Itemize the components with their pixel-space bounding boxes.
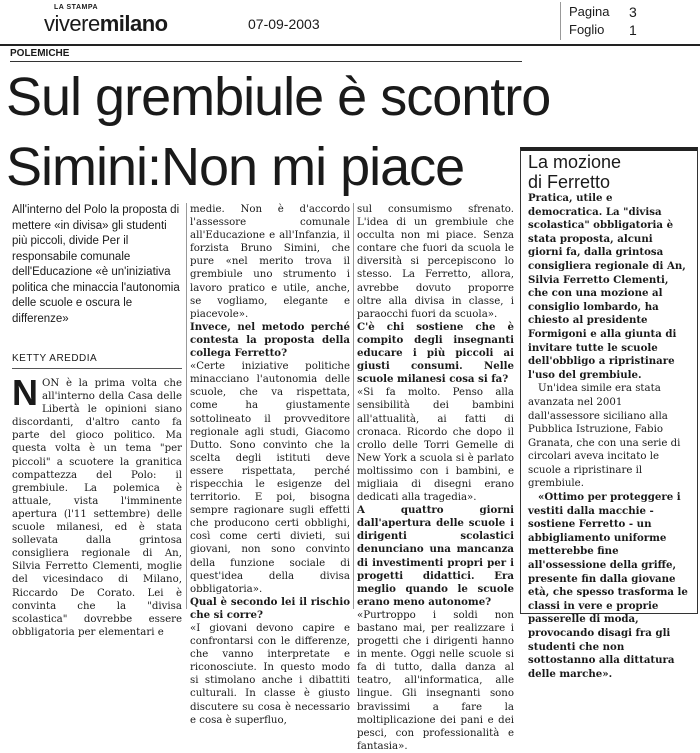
sidebar-title-line-1: La mozione (528, 152, 622, 172)
standfirst: All'interno del Polo la proposta di mettere «in divisa» gli studenti più piccoli, divide Per il responsabile comunale dell'Educazione «è un'iniziativa politica che minaccia l'autonomia delle scuole e oscura le differenze» (12, 204, 180, 325)
article-column-3 (357, 203, 514, 753)
paragraph: «Si fa molto. Penso alla sensibilità dei bambini all'attualità, ai fatti di cronaca. Ricordo che dopo il crollo delle Torri Gemelle di New York a scuola si è parlato moltissimo con i bambini, e migliaia di disegni erano dedicati alla tragedia». (357, 387, 514, 504)
issue-date: 07-09-2003 (248, 16, 320, 32)
sidebar-title-line-2: di Ferretto (528, 172, 611, 192)
sidebar-title (528, 152, 621, 192)
column-divider (353, 203, 354, 609)
paragraph: Un'idea simile era stata avanzata nel 2001 dall'assessore siciliano alla Pubblica Istruzione, Fabio Granata, che con una serie di circolari aveva incitato le scuole a ripristinare il grembiule. (528, 383, 681, 490)
interview-question: Qual è secondo lei il rischio che si corre? (190, 595, 350, 621)
page-row (569, 4, 689, 19)
paragraph: sul consumismo sfrenato. L'idea di un grembiule che occulta non mi piace. Senza contare che fuori da scuola le diversità si percepiscono lo stesso. La Ferretto, allora, avrebbe dovuto proporre oltre alla divisa in classe, i paraocchi fuori da scuola». (357, 204, 514, 320)
kicker-rule (10, 61, 522, 62)
byline-rule (12, 368, 182, 369)
supplement-logo (44, 11, 168, 37)
paragraph: «Ottimo per proteggere i vestiti dalla macchie - sostiene Ferretto - un abbigliamento uniforme metterebbe fine all'ossessione della griffe, presente fin dalla giovane età, che spesso trasforma le classi in vere e proprie passerelle di moda, provocando disagi fra gli studenti che non sottostanno alla dittatura delle marche». (528, 491, 688, 680)
page-info (560, 2, 699, 40)
paragraph: «Purtroppo i soldi non bastano mai, per realizzare i progetti che i dirigenti hanno in mente. Oggi nelle scuole si fa di tutto, dalla danza al teatro, all'informatica, alle lingue. Gli insegnanti sono bravissimi a fare la moltiplicazione dei pani e dei pesci, con professionalità e fantasia». (357, 609, 514, 752)
article-column-2 (190, 203, 350, 727)
headline-line-1: Sul grembiule è scontro (6, 67, 551, 127)
interview-question: C'è chi sostiene che è compito degli insegnanti educare i più piccoli ai giusti consumi. Nelle scuole milanesi cosa si fa? (357, 320, 514, 386)
byline: KETTY AREDDIA (12, 353, 98, 364)
sidebar-text (528, 192, 690, 681)
section-kicker: POLEMICHE (10, 48, 70, 59)
headline-line-2: Simini:Non mi piace (6, 137, 465, 197)
interview-question: A quattro giorni dall'apertura delle scuole i dirigenti scolastici denunciano una mancanza di investimenti propri per i progetti didattici. Era meglio quando le scuole erano meno autonome? (357, 504, 514, 608)
column-divider (186, 203, 187, 609)
logo-part-1: vivere (44, 11, 100, 36)
page-number: 3 (629, 4, 637, 20)
article-column-1 (12, 372, 182, 639)
newspaper-name: LA STAMPA (54, 4, 99, 11)
drop-cap: N (12, 372, 38, 413)
logo-part-2: milano (99, 11, 168, 36)
paragraph: «Certe iniziative politiche minacciano l'autonomia delle scuole, che va rispettata, come ha giustamente sottolineato il provveditore regionale agli studi, Giacomo Dutto. Sono convinto che la scelta degli istituti deve essere rispettata, perché rispecchia le esigenze del territorio. E poi, bisogna sempre ragionare sugli effetti che producono certi obblighi, così come certi divieti, sui giovani, non sono convinto della funzione sociale di quest'idea della divisa obbligatoria». (190, 361, 350, 595)
interview-question: Invece, nel metodo perché contesta la proposta della collega Ferretto? (190, 320, 350, 360)
page-label: Pagina (569, 4, 610, 19)
sheet-row (569, 22, 689, 37)
paragraph: Pratica, utile e democratica. La "divisa scolastica" obbligatoria è stata proposta, alcuni giorni fa, dalla grintosa consigliera regionale di An, Silvia Ferretto Clementi, che con una mozione al consiglio lombardo, ha chiesto al presidente Formigoni e alla giunta di invitare tutte le scuole dell'obbligo a ripristinare l'uso del grembiule. (528, 192, 686, 381)
paragraph: medie. Non è d'accordo l'assessore comunale all'Educazione e all'Infanzia, il forzista Bruno Simini, che pure «nel merito trova il grembiule uno strumento i lavoro pratico e utile, anche, se vogliamo, elegante e piacevole». (190, 204, 350, 320)
column-1-text: ON è la prima volta che all'interno della Casa delle Libertà le opinioni siano discordanti, d'altro canto fa parte del gioco politico. Ma questa volta è un tema "per piccoli" a scuotere la granitica compattezza del Polo: il grembiule. La polemica è attuale, vista l'imminente apertura (l'11 settembre) delle scuole milanesi, ed è stata sollevata dalla grintosa consigliera regionale di An, Silvia Ferretto Clementi, moglie del vicesindaco di Milano, Riccardo De Corato. Lei è convinta che la "divisa scolastica" dovrebbe essere obbligatoria per elementari e (12, 378, 182, 638)
paragraph: «I giovani devono capire e confrontarsi con le differenze, che vanno interpretate e riconosciute. In questo modo si stimolano anche i dibattiti culturali. In classe è giusto discutere su cosa è necessario e cosa è superfluo, (190, 623, 350, 726)
sheet-label: Foglio (569, 22, 605, 37)
sheet-number: 1 (629, 22, 637, 38)
